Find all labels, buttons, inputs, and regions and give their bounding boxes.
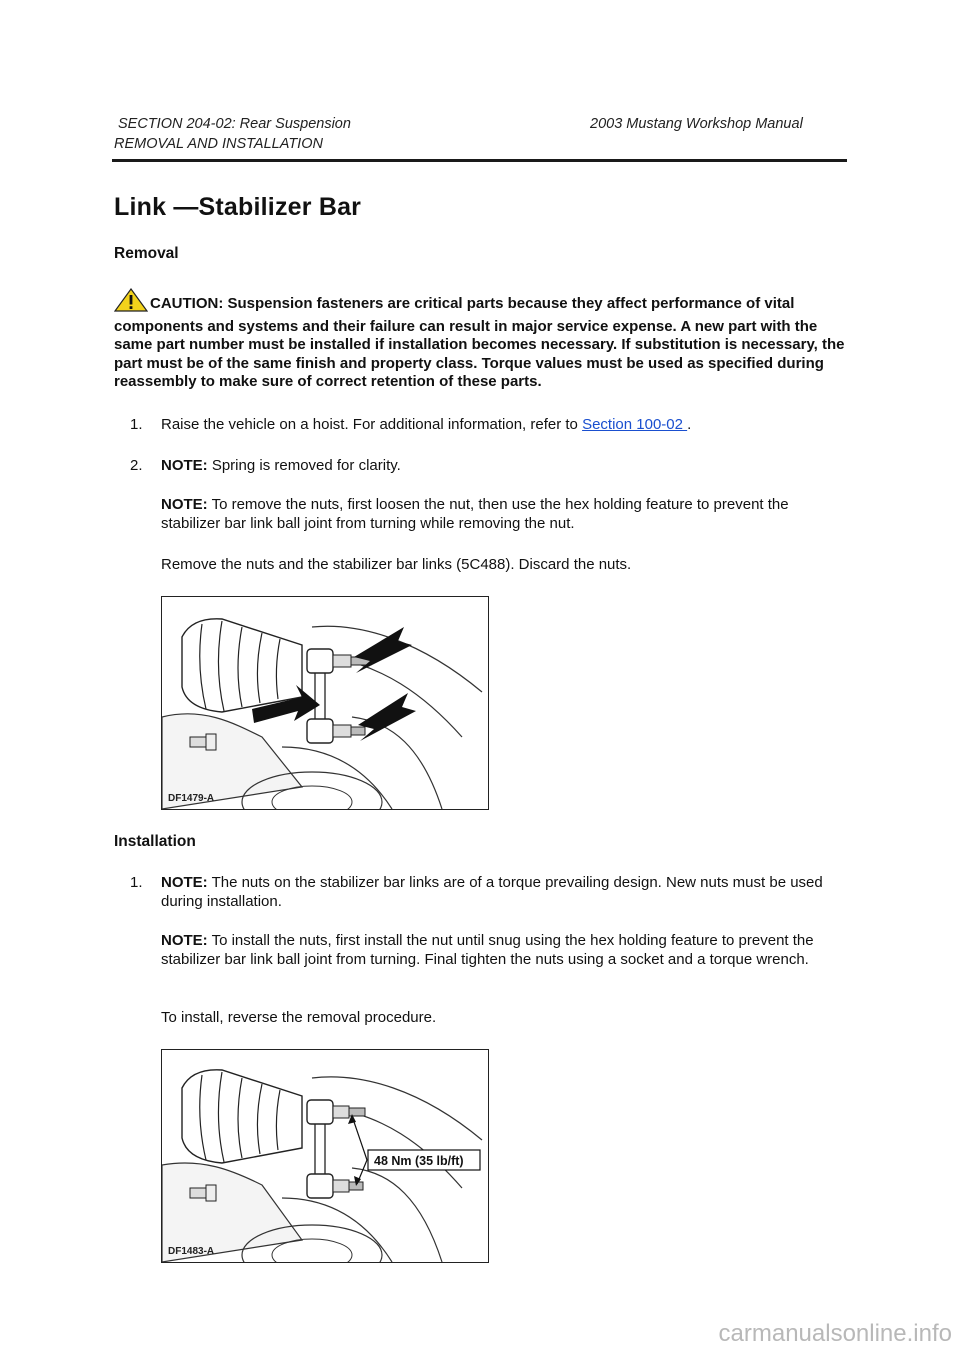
page-title: Link —Stabilizer Bar — [114, 193, 362, 221]
installation-figure — [161, 1049, 489, 1263]
figure-label: DF1483-A — [168, 1246, 215, 1257]
section-100-02-link[interactable]: Section 100-02 — [582, 416, 688, 433]
installation-note1-text: The nuts on the stabilizer bar links are of a torque prevailing design. New nuts must be used during installation. — [161, 874, 823, 910]
removal-step2-note2 — [161, 496, 851, 533]
installation-note2-text: To install the nuts, first install the nut until snug using the hex holding feature to prevent the stabilizer bar link ball joint from turning. Final tighten the nuts using a socket and a torque wrench. — [161, 932, 814, 968]
header-subsection: REMOVAL AND INSTALLATION — [114, 136, 323, 152]
caution-text: CAUTION: Suspension fasteners are critical parts because they affect performance of vital components and systems and their failure can result in major service expense. A new part with the same part number must be installed if installation becomes necessary. If substitution is necessary, the part must be of the same finish and property class. Torque values must be used as specified during reassembly to make sure of correct retention of these parts. — [114, 295, 845, 391]
removal-step2-note1-text: Spring is removed for clarity. — [207, 457, 401, 474]
removal-step1-end: . — [687, 416, 692, 433]
installation-illustration — [162, 1050, 488, 1262]
note-label: NOTE: — [161, 874, 208, 891]
removal-step2-number: 2. — [130, 457, 143, 474]
removal-step2-text: Remove the nuts and the stabilizer bar links (5C488). Discard the nuts. — [161, 556, 632, 573]
removal-figure — [161, 596, 489, 810]
header-manual-title: 2003 Mustang Workshop Manual — [590, 116, 803, 132]
installation-step1-note2 — [161, 932, 851, 969]
header-rule — [112, 159, 847, 162]
installation-step1-number: 1. — [130, 874, 143, 891]
removal-step1 — [161, 416, 851, 435]
warning-triangle-icon — [114, 288, 148, 318]
installation-step1-text: To install, reverse the removal procedure. — [161, 1009, 437, 1026]
removal-step2-note1 — [161, 457, 851, 476]
footer-watermark: carmanualsonline.info — [718, 1320, 952, 1347]
figure-label: DF1479-A — [168, 793, 215, 804]
removal-step1-text: Raise the vehicle on a hoist. For additional information, refer to — [161, 416, 583, 433]
removal-illustration — [162, 597, 488, 809]
note-label: NOTE: — [161, 932, 208, 949]
installation-step1-note1 — [161, 874, 851, 911]
removal-step1-number: 1. — [130, 416, 143, 433]
header-section: SECTION 204-02: Rear Suspension — [118, 116, 351, 132]
note-label: NOTE: — [161, 496, 208, 513]
torque-callout: 48 Nm (35 lb/ft) — [374, 1154, 464, 1168]
caution-block — [114, 288, 849, 392]
removal-heading: Removal — [114, 245, 179, 262]
installation-heading: Installation — [114, 833, 196, 850]
removal-step2-note2-text: To remove the nuts, first loosen the nut, then use the hex holding feature to prevent the stabilizer bar link ball joint from turning while removing the nut. — [161, 496, 789, 532]
note-label: NOTE: — [161, 457, 208, 474]
